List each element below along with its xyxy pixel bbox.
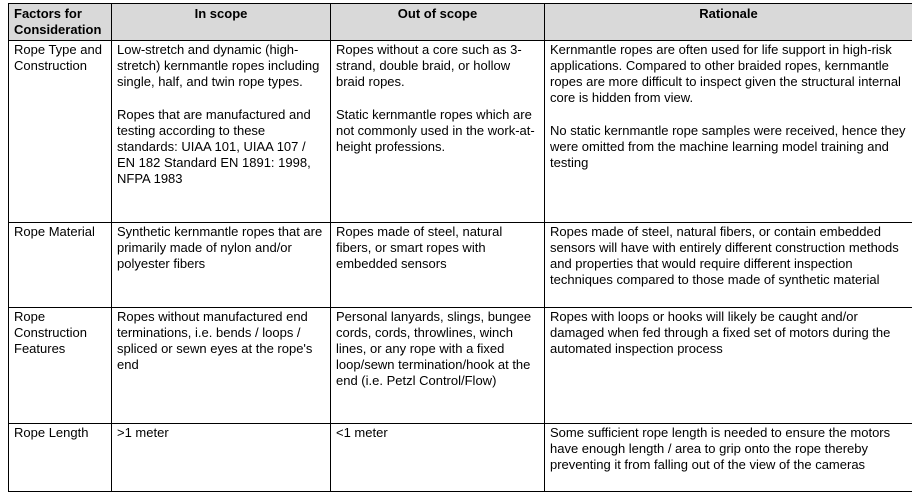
cell-paragraph: >1 meter bbox=[117, 425, 325, 441]
table-row bbox=[9, 424, 912, 492]
out-of-scope-cell bbox=[331, 41, 545, 223]
cell-paragraph: Ropes made of steel, natural fibers, or smart ropes with embedded sensors bbox=[336, 224, 539, 272]
rationale-cell bbox=[545, 424, 912, 492]
cell-paragraph: Static kernmantle ropes which are not commonly used in the work-at-height professions. bbox=[336, 107, 539, 155]
rationale-cell bbox=[545, 223, 912, 308]
rationale-cell bbox=[545, 41, 912, 223]
rationale-cell bbox=[545, 308, 912, 424]
header-rationale: Rationale bbox=[545, 4, 912, 41]
in-scope-cell bbox=[112, 308, 331, 424]
cell-paragraph: Synthetic kernmantle ropes that are primarily made of nylon and/or polyester fibers bbox=[117, 224, 325, 272]
header-in-scope: In scope bbox=[112, 4, 331, 41]
cell-paragraph: No static kernmantle rope samples were received, hence they were omitted from the machine learning model training and testing bbox=[550, 123, 907, 171]
in-scope-cell bbox=[112, 41, 331, 223]
factor-cell: Rope Length bbox=[9, 424, 112, 492]
cell-paragraph: Low-stretch and dynamic (high-stretch) kernmantle ropes including single, half, and twin rope types. bbox=[117, 42, 325, 90]
scope-table bbox=[8, 3, 912, 492]
table-row bbox=[9, 41, 912, 223]
header-out-of-scope: Out of scope bbox=[331, 4, 545, 41]
factor-cell: Rope Construction Features bbox=[9, 308, 112, 424]
cell-paragraph: Personal lanyards, slings, bungee cords, cords, throwlines, winch lines, or any rope with a fixed loop/sewn termination/hook at the end (i.e. Petzl Control/Flow) bbox=[336, 309, 539, 389]
out-of-scope-cell bbox=[331, 308, 545, 424]
in-scope-cell bbox=[112, 424, 331, 492]
cell-paragraph: Some sufficient rope length is needed to ensure the motors have enough length / area to grip onto the rope thereby preventing it from falling out of the view of the cameras bbox=[550, 425, 907, 473]
header-factors: Factors for Consideration bbox=[9, 4, 112, 41]
factor-cell: Rope Material bbox=[9, 223, 112, 308]
table-row bbox=[9, 308, 912, 424]
cell-paragraph: Ropes without a core such as 3-strand, double braid, or hollow braid ropes. bbox=[336, 42, 539, 90]
cell-paragraph: Ropes that are manufactured and testing according to these standards: UIAA 101, UIAA 107 / EN 182 Standard EN 1891: 1998, NFPA 1983 bbox=[117, 107, 325, 187]
out-of-scope-cell bbox=[331, 223, 545, 308]
table-row bbox=[9, 223, 912, 308]
cell-paragraph: Ropes without manufactured end terminations, i.e. bends / loops / spliced or sewn eyes at the rope's end bbox=[117, 309, 325, 373]
cell-paragraph: <1 meter bbox=[336, 425, 539, 441]
cell-paragraph: Ropes made of steel, natural fibers, or contain embedded sensors will have with entirely different construction methods and properties that would require different inspection techniques compared to those made of synthetic material bbox=[550, 224, 907, 288]
cell-paragraph: Kernmantle ropes are often used for life support in high-risk applications. Compared to other braided ropes, kernmantle ropes are more difficult to inspect given the structural internal core is hidden from view. bbox=[550, 42, 907, 106]
header-row bbox=[9, 4, 912, 41]
factor-cell: Rope Type and Construction bbox=[9, 41, 112, 223]
in-scope-cell bbox=[112, 223, 331, 308]
cell-paragraph: Ropes with loops or hooks will likely be caught and/or damaged when fed through a fixed set of motors during the automated inspection process bbox=[550, 309, 907, 357]
out-of-scope-cell bbox=[331, 424, 545, 492]
